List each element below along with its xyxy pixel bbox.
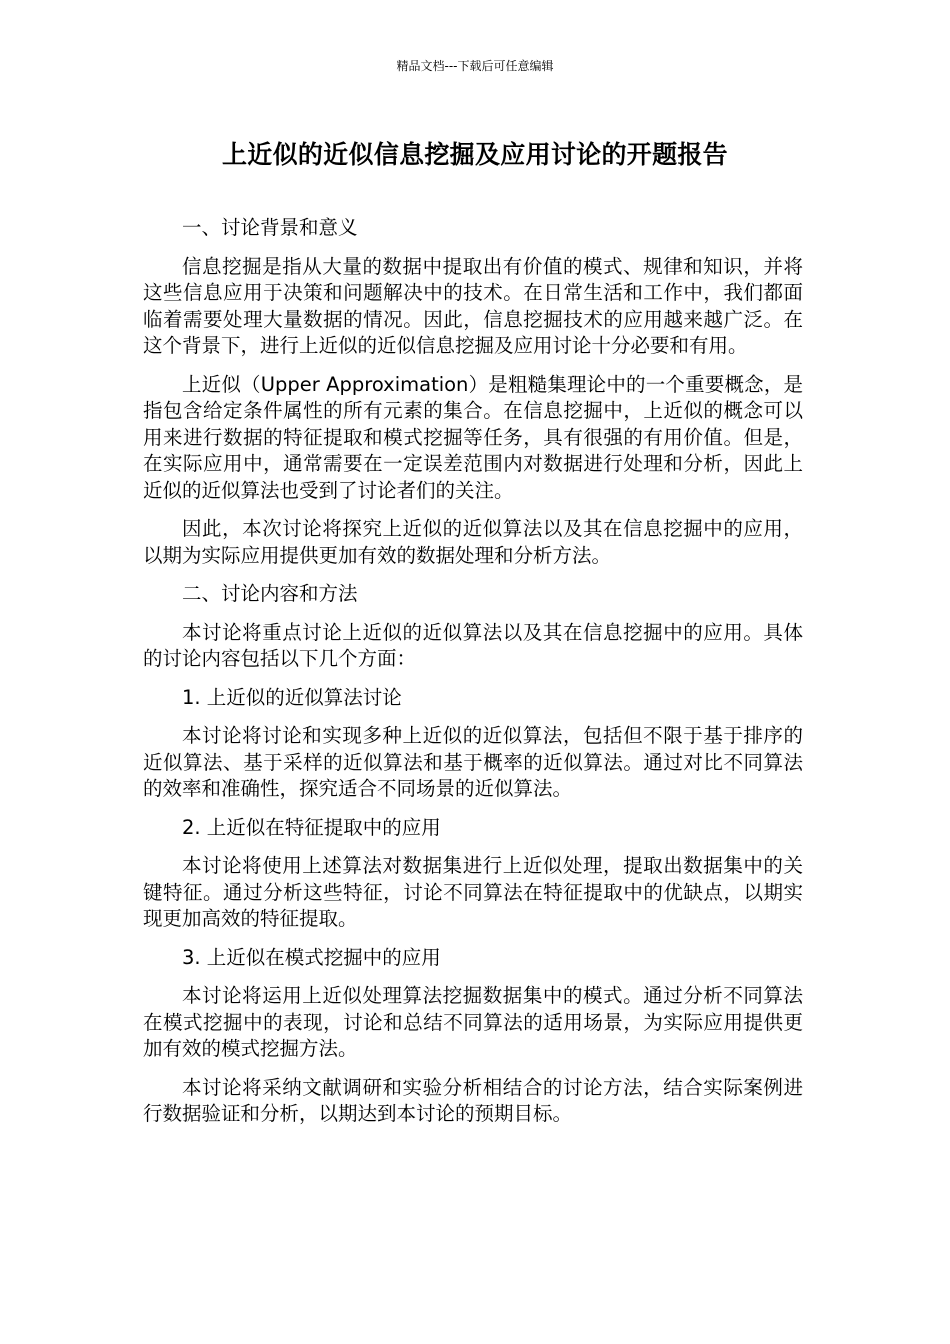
document-title: 上近似的近似信息挖掘及应用讨论的开题报告 — [221, 140, 728, 169]
paragraph-goal: 因此，本次讨论将探究上近似的近似算法以及其在信息挖掘中的应用，以期为实际应用提供更加有效的数据处理和分析方法。 — [143, 517, 803, 567]
section-heading-background: 一、讨论背景和意义 — [182, 216, 358, 239]
section-heading-content-method: 二、讨论内容和方法 — [182, 582, 358, 605]
paragraph-algorithms: 本讨论将讨论和实现多种上近似的近似算法，包括但不限于基于排序的近似算法、基于采样的近似算法和基于概率的近似算法。通过对比不同算法的效率和准确性，探究适合不同场景的近似算法。 — [143, 724, 803, 800]
subsection-heading-pattern-mining: 3. 上近似在模式挖掘中的应用 — [182, 945, 441, 969]
page-header: 精品文档---下载后可任意编辑 — [396, 59, 554, 73]
paragraph-pattern-mining: 本讨论将运用上近似处理算法挖掘数据集中的模式。通过分析不同算法在模式挖掘中的表现，讨论和总结不同算法的适用场景，为实际应用提供更加有效的模式挖掘方法。 — [143, 984, 803, 1060]
paragraph-methodology: 本讨论将采纳文献调研和实验分析相结合的讨论方法，结合实际案例进行数据验证和分析，以期达到本讨论的预期目标。 — [143, 1075, 803, 1125]
paragraph-info-mining: 信息挖掘是指从大量的数据中提取出有价值的模式、规律和知识，并将这些信息应用于决策和问题解决中的技术。在日常生活和工作中，我们都面临着需要处理大量数据的情况。因此，信息挖掘技术的应用越来越广泛。在这个背景下，进行上近似的近似信息挖掘及应用讨论十分必要和有用。 — [143, 254, 803, 357]
paragraph-upper-approximation: 上近似（Upper Approximation）是粗糙集理论中的一个重要概念，是指包含给定条件属性的所有元素的集合。在信息挖掘中，上近似的概念可以用来进行数据的特征提取和模式挖掘等任务，具有很强的有用价值。但是，在实际应用中，通常需要在一定误差范围内对数据进行处理和分析，因此上近似的近似算法也受到了讨论者们的关注。 — [143, 372, 803, 502]
document-body — [143, 215, 803, 1128]
subsection-heading-algorithms: 1. 上近似的近似算法讨论 — [182, 685, 402, 709]
paragraph-feature-extraction: 本讨论将使用上述算法对数据集进行上近似处理，提取出数据集中的关键特征。通过分析这些特征，讨论不同算法在特征提取中的优缺点，以期实现更加高效的特征提取。 — [143, 854, 803, 930]
subsection-heading-feature-extraction: 2. 上近似在特征提取中的应用 — [182, 815, 441, 839]
paragraph-focus: 本讨论将重点讨论上近似的近似算法以及其在信息挖掘中的应用。具体的讨论内容包括以下几个方面： — [143, 620, 803, 670]
